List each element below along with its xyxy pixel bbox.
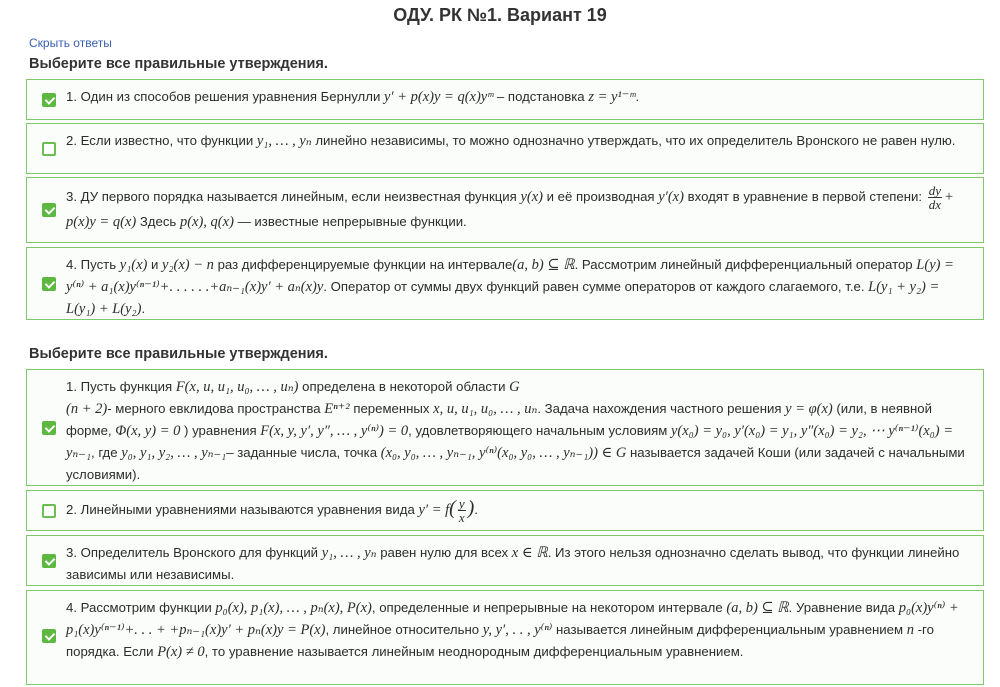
option-text: — известные непрерывные функции. xyxy=(233,214,467,229)
fraction xyxy=(928,184,942,211)
option-text: 1. Один из способов решения уравнения Бернулли xyxy=(66,89,384,104)
option-text: называется задачей Коши (или задачей с начальными условиями). xyxy=(66,445,965,482)
question-1-heading: Выберите все правильные утверждения. xyxy=(29,56,328,72)
option-text: равен нулю для всех xyxy=(376,545,512,560)
option-text: переменных xyxy=(349,401,434,416)
q1-option-3[interactable] xyxy=(26,177,984,243)
math-expr: y₁, … , yₙ xyxy=(256,133,312,149)
math-expr: (x₀, y₀, … , yₙ₋₁, y⁽ⁿ⁾(x₀, y₀, … , yₙ₋₁)) ∈ G xyxy=(380,445,627,461)
option-text: , где xyxy=(91,445,122,460)
option-text: – заданные числа, точка xyxy=(226,445,381,460)
math-expr: p₀(x)y⁽ⁿ⁾ + p₁(x)y⁽ⁿ⁻¹⁾+. . . + +pₙ₋₁(x)y′ + pₙ(x)y = P(x) xyxy=(66,600,959,638)
math-expr: y′(x) xyxy=(658,188,684,205)
option-text: . Задача нахождения частного решения xyxy=(537,401,786,416)
option-text: . Из этого нельзя однозначно сделать вывод, что функции линейно зависимы или независимы. xyxy=(66,545,960,582)
math-expr: P(x) ≠ 0 xyxy=(157,644,205,660)
option-text: . Рассмотрим линейный дифференциальный оператор xyxy=(574,257,917,272)
option-text: - мерного евклидова пространства xyxy=(107,401,325,416)
q1-option-2[interactable] xyxy=(26,123,984,174)
q2-option-1[interactable] xyxy=(26,369,984,486)
option-text: линейно независимы, то можно однозначно утверждать, что их определитель Вронского не равен нулю. xyxy=(311,133,956,148)
fraction-numerator: y xyxy=(458,496,465,512)
page-title: ОДУ. РК №1. Вариант 19 xyxy=(393,5,607,25)
math-expr: Φ(x, y) = 0 xyxy=(115,423,181,439)
q2-option-2-checkbox[interactable] xyxy=(42,504,56,518)
math-expr: z = y¹⁻ᵐ xyxy=(588,89,636,105)
option-text: 3. ДУ первого порядка называется линейным, если неизвестная функция xyxy=(66,188,521,204)
math-expr: (a, b) ⊆ ℝ xyxy=(512,257,575,273)
option-text: , удовлетворяющего начальным условиям xyxy=(408,423,671,438)
option-text: входят в уравнение в первой степени: xyxy=(683,188,926,204)
math-expr: y = φ(x) xyxy=(785,401,833,417)
math-expr: x ∈ ℝ xyxy=(511,545,548,561)
q2-option-4-checkbox[interactable] xyxy=(42,629,56,643)
q2-option-3[interactable] xyxy=(26,535,984,586)
math-expr: y₁(x) xyxy=(119,257,148,273)
option-text: , определенные и непрерывные на некотором интервале xyxy=(371,600,727,615)
option-text: 3. Определитель Вронского для функций xyxy=(66,545,322,560)
option-text: и её производная xyxy=(542,188,659,204)
math-expr: Eⁿ⁺² xyxy=(324,401,350,417)
math-expr: p₀(x), p₁(x), … , pₙ(x), P(x) xyxy=(215,600,372,616)
hide-answers-link[interactable]: Скрыть ответы xyxy=(29,36,112,50)
option-text: называется линейным дифференциальным уравнением xyxy=(552,622,907,637)
fraction-numerator: dy xyxy=(928,183,941,198)
option-text: -го порядка. Если xyxy=(66,622,934,659)
option-text: 2. Если известно, что функции xyxy=(66,133,257,148)
math-expr: G xyxy=(509,379,520,395)
option-text: определена в некоторой области xyxy=(298,379,510,394)
option-text: раз дифференцируемые функции на интервале xyxy=(213,257,513,272)
math-expr: y, y′, . . , y⁽ⁿ⁾ xyxy=(482,622,553,638)
option-text: – подстановка xyxy=(493,89,589,104)
option-text: (или, в неявной форме, xyxy=(66,401,932,438)
math-expr: y₁, … , yₙ xyxy=(321,545,377,561)
fraction-denominator: dx xyxy=(928,197,941,212)
math-expr: y(x₀) = y₀, y′(x₀) = y₁, y″(x₀) = y₂, ⋯ y⁽ⁿ⁻¹⁾(x₀) = yₙ₋₁ xyxy=(66,423,953,461)
q1-option-4-checkbox[interactable] xyxy=(42,277,56,291)
math-expr: y₀, y₁, y₂, … , yₙ₋₁ xyxy=(121,445,227,461)
math-expr: y′ + p(x)y = q(x)yᵐ xyxy=(383,89,494,105)
math-expr: x, u, u₁, u₀, … , uₙ xyxy=(433,401,538,417)
option-text: . Оператор от суммы двух функций равен сумме операторов от каждого слагаемого, т.е. xyxy=(323,279,869,294)
option-text: , то уравнение называется линейным неоднородным дифференциальным уравнением. xyxy=(204,644,744,659)
q1-option-1[interactable] xyxy=(26,79,984,120)
math-expr: F(x, u, u₁, u₀, … , uₙ) xyxy=(175,379,299,395)
math-expr: y(x) xyxy=(520,188,543,205)
fraction-denominator: x xyxy=(458,510,465,526)
math-expr: F(x, y, y′, y″, … , y⁽ⁿ⁾) = 0 xyxy=(260,423,409,439)
option-text: , линейное относительно xyxy=(325,622,483,637)
math-expr: n xyxy=(906,622,914,638)
option-text: и xyxy=(147,257,163,272)
math-expr: p(x), q(x) xyxy=(179,214,234,230)
q1-option-4[interactable] xyxy=(26,247,984,320)
math-expr: + p(x)y = q(x) xyxy=(66,188,954,230)
option-text: . xyxy=(635,89,640,104)
option-text: 1. Пусть функция xyxy=(66,379,176,394)
q2-option-2[interactable] xyxy=(26,490,984,531)
q2-option-4[interactable] xyxy=(26,590,984,685)
paren-right: ) xyxy=(467,497,475,519)
option-text: . Уравнение вида xyxy=(788,600,899,615)
option-text: 4. Рассмотрим функции xyxy=(66,600,216,615)
option-text: Здесь xyxy=(136,214,180,229)
q2-option-3-checkbox[interactable] xyxy=(42,554,56,568)
paren-left: ( xyxy=(449,497,456,519)
q1-option-2-checkbox[interactable] xyxy=(42,142,56,156)
option-text: . xyxy=(474,502,478,517)
q2-option-1-checkbox[interactable] xyxy=(42,421,56,435)
math-expr: y′ = f xyxy=(418,502,450,518)
option-text: ) уравнения xyxy=(180,423,261,438)
option-text: 4. Пусть xyxy=(66,257,120,272)
math-expr: y₂(x) − n xyxy=(162,257,214,273)
question-2-heading: Выберите все правильные утверждения. xyxy=(29,346,328,362)
math-expr: (n + 2) xyxy=(66,401,108,417)
math-expr: (a, b) ⊆ ℝ xyxy=(726,600,789,616)
q1-option-3-checkbox[interactable] xyxy=(42,203,56,217)
math-expr: L(y) = y⁽ⁿ⁾ + a₁(x)y⁽ⁿ⁻¹⁾+. . . . . .+aₙ₋₁(x)y′ + aₙ(x)y xyxy=(66,257,954,295)
q1-option-1-checkbox[interactable] xyxy=(42,93,56,107)
option-text: 2. Линейными уравнениями называются уравнения вида xyxy=(66,502,419,517)
math-expr: L(y₁ + y₂) = L(y₁) + L(y₂) xyxy=(66,279,940,317)
option-text: . xyxy=(141,301,146,316)
fraction xyxy=(458,497,466,524)
